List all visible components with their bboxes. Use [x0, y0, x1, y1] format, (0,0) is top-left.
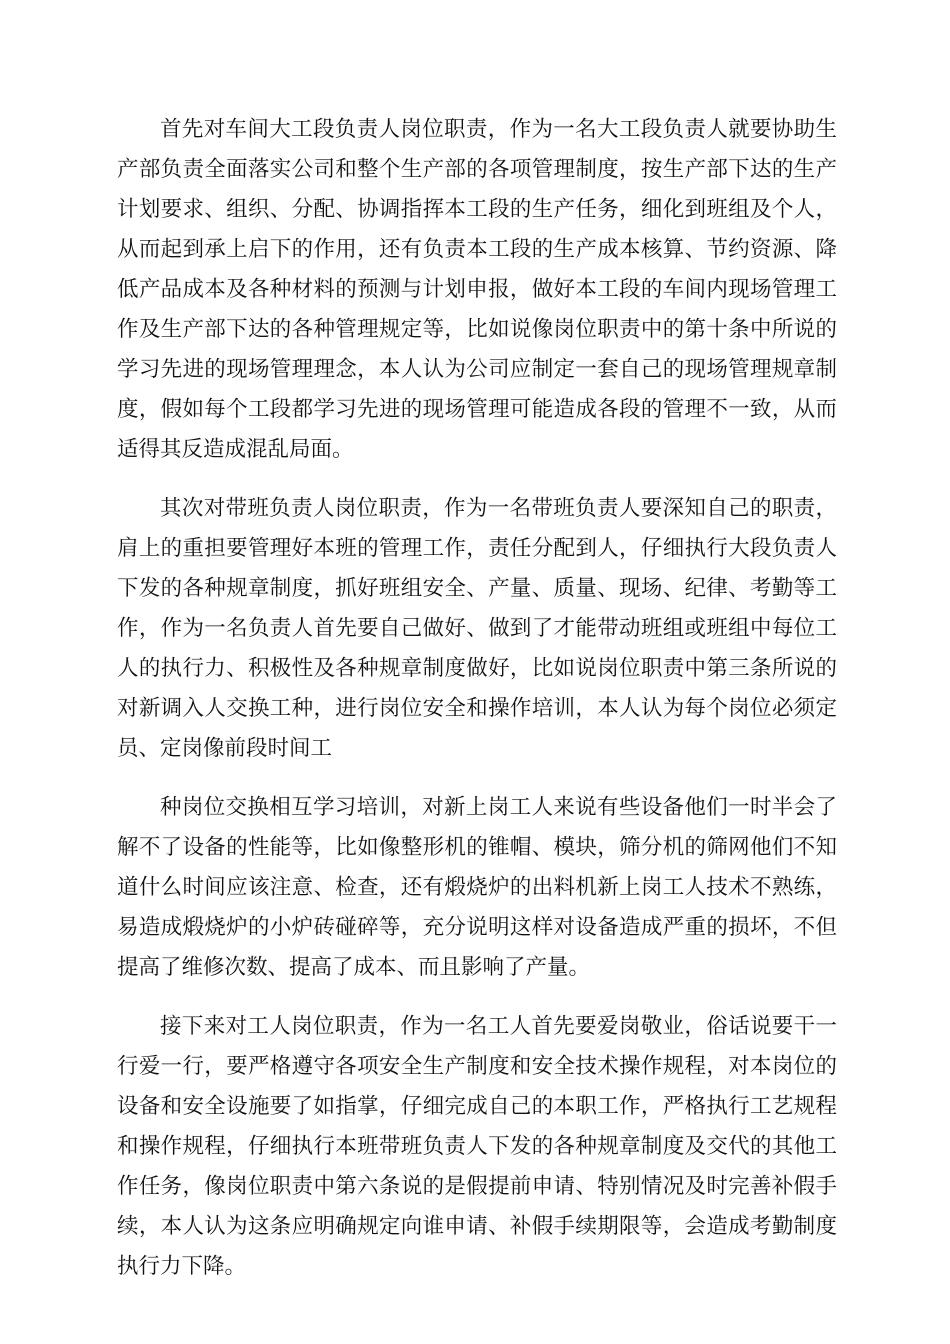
paragraph-workshop-section-leader: 首先对车间大工段负责人岗位职责，作为一名大工段负责人就要协助生产部负责全面落实公司和整个生产部的各项管理制度，按生产部下达的生产计划要求、组织、分配、协调指挥本工段的生产任务，细化到班组及个人，从而起到承上启下的作用，还有负责本工段的生产成本核算、节约资源、降低产品成本及各种材料的预测与计划申报，做好本工段的车间内现场管理工作及生产部下达的各种管理规定等，比如说像岗位职责中的第十条中所说的学习先进的现场管理理念，本人认为公司应制定一套自己的现场管理规章制度，假如每个工段都学习先进的现场管理可能造成各段的管理不一致，从而适得其反造成混乱局面。 [117, 117, 837, 462]
paragraph-worker-duties: 接下来对工人岗位职责，作为一名工人首先要爱岗敬业，俗话说要干一行爱一行，要严格遵守各项安全生产制度和安全技术操作规程，对本岗位的设备和安全设施要了如指掌，仔细完成自己的本职工作，严格执行工艺规程和操作规程，仔细执行本班带班负责人下发的各种规章制度及交代的其他工作任务，像岗位职责中第六条说的是假提前申请、特别情况及时完善补假手续，本人认为这条应明确规定向谁申请、补假手续期限等，会造成考勤制度执行力下降。 [117, 1014, 837, 1279]
document-body [117, 110, 837, 1287]
paragraph-job-rotation-training: 种岗位交换相互学习培训，对新上岗工人来说有些设备他们一时半会了解不了设备的性能等，比如像整形机的锥帽、模块，筛分机的筛网他们不知道什么时间应该注意、检查，还有煅烧炉的出料机新上岗工人技术不熟练，易造成煅烧炉的小炉砖碰碎等，充分说明这样对设备造成严重的损坏，不但提高了维修次数、提高了成本、而且影响了产量。 [117, 795, 837, 980]
paragraph-shift-leader: 其次对带班负责人岗位职责，作为一名带班负责人要深知自己的职责，肩上的重担要管理好本班的管理工作，责任分配到人，仔细执行大段负责人下发的各种规章制度，抓好班组安全、产量、质量、现场、纪律、考勤等工作，作为一名负责人首先要自己做好、做到了才能带动班组或班组中每位工人的执行力、积极性及各种规章制度做好，比如说岗位职责中第三条所说的对新调入人交换工种，进行岗位安全和操作培训，本人认为每个岗位必须定员、定岗像前段时间工 [117, 496, 837, 761]
